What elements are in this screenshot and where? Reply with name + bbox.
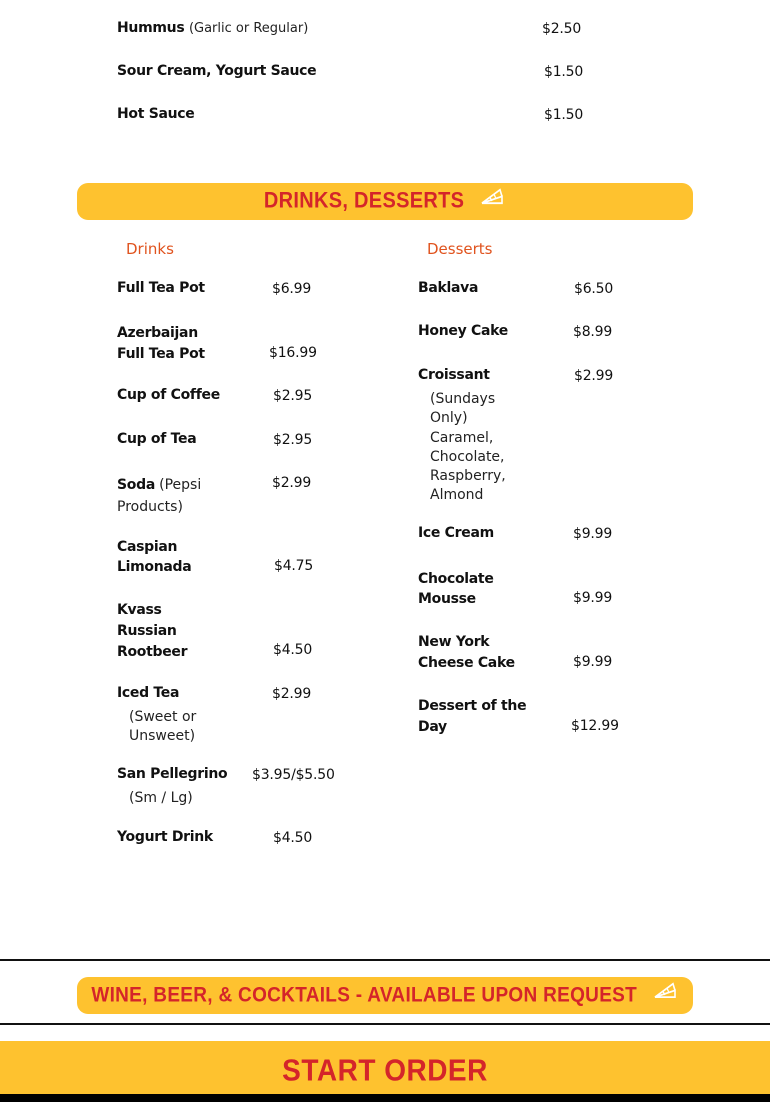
drink-item-price: $4.50 — [273, 830, 313, 846]
drink-item-name: San Pellegrino — [117, 766, 228, 782]
item-name: Hummus — [117, 20, 185, 36]
dessert-item-note: (Sundays Only) Caramel, Chocolate, Raspberry, Almond — [430, 391, 506, 504]
divider-line — [0, 1023, 770, 1025]
dessert-item-name: Chocolate Mousse — [418, 571, 494, 607]
drink-item — [117, 474, 227, 518]
drink-item-price: $2.95 — [273, 388, 313, 404]
drink-item-price: $2.95 — [273, 432, 313, 448]
dessert-item-price: $9.99 — [573, 590, 613, 606]
item-price: $2.50 — [542, 21, 582, 37]
drink-item-price: $2.99 — [272, 475, 312, 491]
drink-item-price: $4.75 — [274, 558, 314, 574]
dessert-item-name: New York Cheese Cake — [418, 634, 515, 671]
banner-title — [77, 181, 693, 223]
drink-item-name: Iced Tea — [117, 685, 180, 701]
drink-item-name: Azerbaijan Full Tea Pot — [117, 325, 205, 362]
drink-item-name: Kvass Russian Rootbeer — [117, 602, 188, 660]
drink-item-price: $4.50 — [273, 642, 313, 658]
item-name: Sour Cream, Yogurt Sauce — [117, 63, 317, 79]
banner-title-text: DRINKS, DESSERTS — [263, 188, 465, 214]
dessert-item-name: Honey Cake — [418, 323, 508, 339]
item-name: Hot Sauce — [117, 106, 195, 122]
drink-item-price: $6.99 — [272, 281, 312, 297]
dessert-item-price: $2.99 — [574, 368, 614, 384]
drinks-heading: Drinks — [126, 240, 174, 258]
dessert-item-price: $9.99 — [573, 526, 613, 542]
item-note: (Garlic or Regular) — [188, 21, 309, 36]
start-order-button[interactable]: START ORDER — [282, 1053, 488, 1088]
dessert-item-price: $8.99 — [573, 324, 613, 340]
drink-item-note: (Sweet or Unsweet) — [129, 709, 197, 744]
drink-item-price: $2.99 — [272, 686, 312, 702]
cake-slice-icon — [653, 975, 679, 1016]
dessert-item-name: Croissant — [418, 367, 490, 383]
item-note: (Pepsi Products) — [117, 477, 202, 515]
drink-item-price: $16.99 — [269, 345, 317, 361]
drink-item-price: $3.95/$5.50 — [252, 767, 335, 783]
drink-item-note: (Sm / Lg) — [129, 790, 193, 806]
drink-item-name: Yogurt Drink — [117, 829, 213, 845]
cake-slice-icon — [480, 181, 506, 222]
dessert-item-name: Ice Cream — [418, 525, 494, 541]
sauce-item — [117, 106, 195, 122]
drink-item-name: Full Tea Pot — [117, 280, 205, 296]
banner-title — [77, 975, 693, 1017]
dessert-item-name: Baklava — [418, 280, 479, 296]
item-name: Soda — [117, 477, 155, 493]
drink-item-name: Cup of Tea — [117, 431, 197, 447]
divider-line — [0, 959, 770, 961]
item-price: $1.50 — [544, 64, 584, 80]
wine-banner — [77, 977, 693, 1014]
dessert-item-price: $12.99 — [571, 718, 619, 734]
start-order-bar[interactable] — [0, 1041, 770, 1094]
desserts-heading: Desserts — [427, 240, 493, 258]
drink-item-name: Caspian Limonada — [117, 539, 192, 575]
dessert-item-name: Dessert of the Day — [418, 698, 527, 735]
item-price: $1.50 — [544, 107, 584, 123]
dessert-item-price: $9.99 — [573, 654, 613, 670]
sauce-item — [117, 63, 316, 79]
bottom-bar — [0, 1094, 770, 1102]
dessert-item-price: $6.50 — [574, 281, 614, 297]
drink-item-name: Cup of Coffee — [117, 387, 220, 403]
banner-title-text: WINE, BEER, & COCKTAILS - AVAILABLE UPON REQUEST — [91, 983, 638, 1008]
drinks-desserts-banner — [77, 183, 693, 220]
sauce-item — [117, 20, 308, 36]
